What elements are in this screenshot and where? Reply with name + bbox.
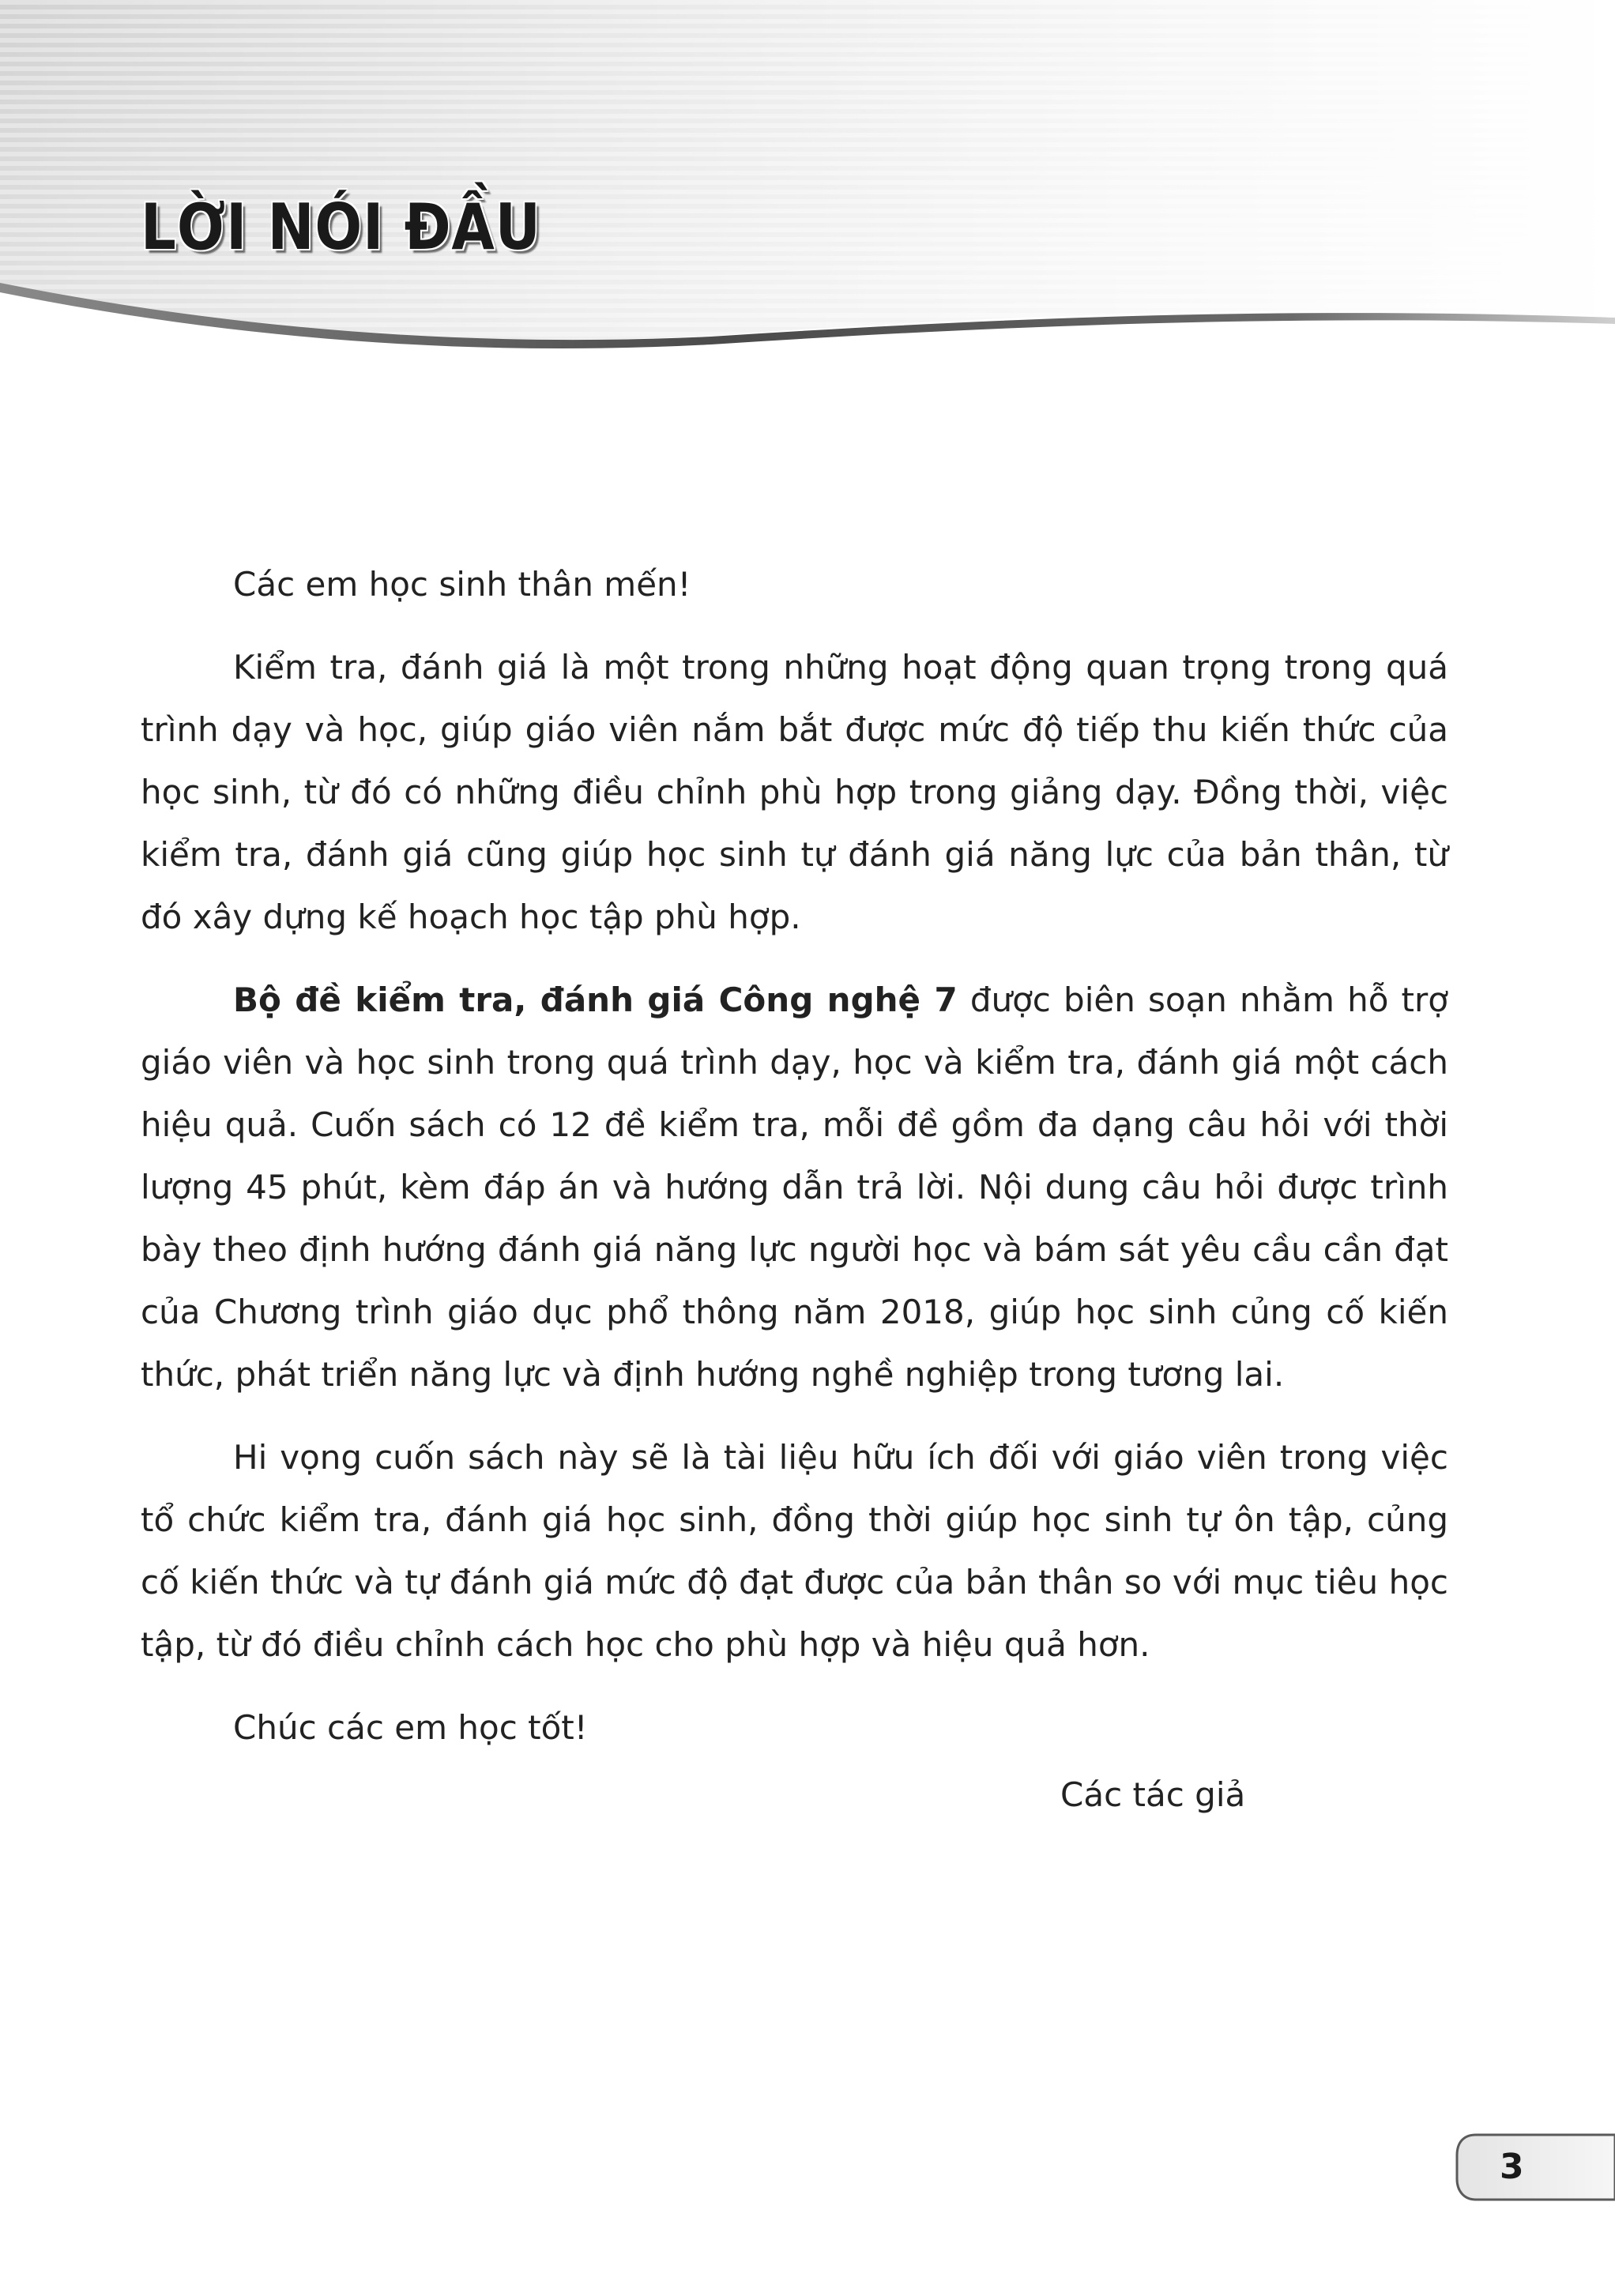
greeting: Các em học sinh thân mến! [233, 565, 691, 604]
page-title: LỜI NÓI ĐẦU [141, 190, 541, 264]
header-band [0, 0, 1615, 356]
paragraph-3: Hi vọng cuốn sách này sẽ là tài liệu hữu ích đối với giáo viên trong việc tổ chức kiểm tra, đánh giá học sinh, đồng thời giúp học sinh tự ôn tập, củng cố kiến thức và tự đánh giá mức độ đạt được của bản thân so với mục tiêu học tập, từ đó điều chỉnh cách học cho phù hợp và hiệu quả hơn. [141, 1438, 1448, 1664]
paragraph-1: Kiểm tra, đánh giá là một trong những hoạt động quan trọng trong quá trình dạy và học, giúp giáo viên nắm bắt được mức độ tiếp thu kiến thức của học sinh, từ đó có những điều chỉnh phù hợp trong giảng dạy. Đồng thời, việc kiểm tra, đánh giá cũng giúp học sinh tự đánh giá năng lực của bản thân, từ đó xây dựng kế hoạch học tập phù hợp. [141, 648, 1448, 936]
page-number: 3 [1500, 2147, 1524, 2187]
page-number-tab [1452, 2133, 1615, 2201]
page-tab-shape [1452, 2133, 1615, 2201]
paragraph-2 [141, 969, 1448, 1406]
signature: Các tác giả [1060, 1775, 1246, 1814]
paragraph-2-text: được biên soạn nhằm hỗ trợ giáo viên và học sinh trong quá trình dạy, học và kiểm tra, đánh giá một cách hiệu quả. Cuốn sách có 12 đề kiểm tra, mỗi đề gồm đa dạng câu hỏi với thời lượng 45 phút, kèm đáp án và hướng dẫn trả lời. Nội dung câu hỏi được trình bày theo định hướng đánh giá năng lực người học và bám sát yêu cầu cần đạt của Chương trình giáo dục phổ thông năm 2018, giúp học sinh củng cố kiến thức, phát triển năng lực và định hướng nghề nghiệp trong tương lai. [141, 981, 1448, 1394]
book-title-bold: Bộ đề kiểm tra, đánh giá Công nghệ 7 [233, 981, 958, 1019]
closing-line: Chúc các em học tốt! [233, 1708, 588, 1747]
header-decoration [0, 0, 1615, 356]
preface-content [141, 553, 1448, 1779]
